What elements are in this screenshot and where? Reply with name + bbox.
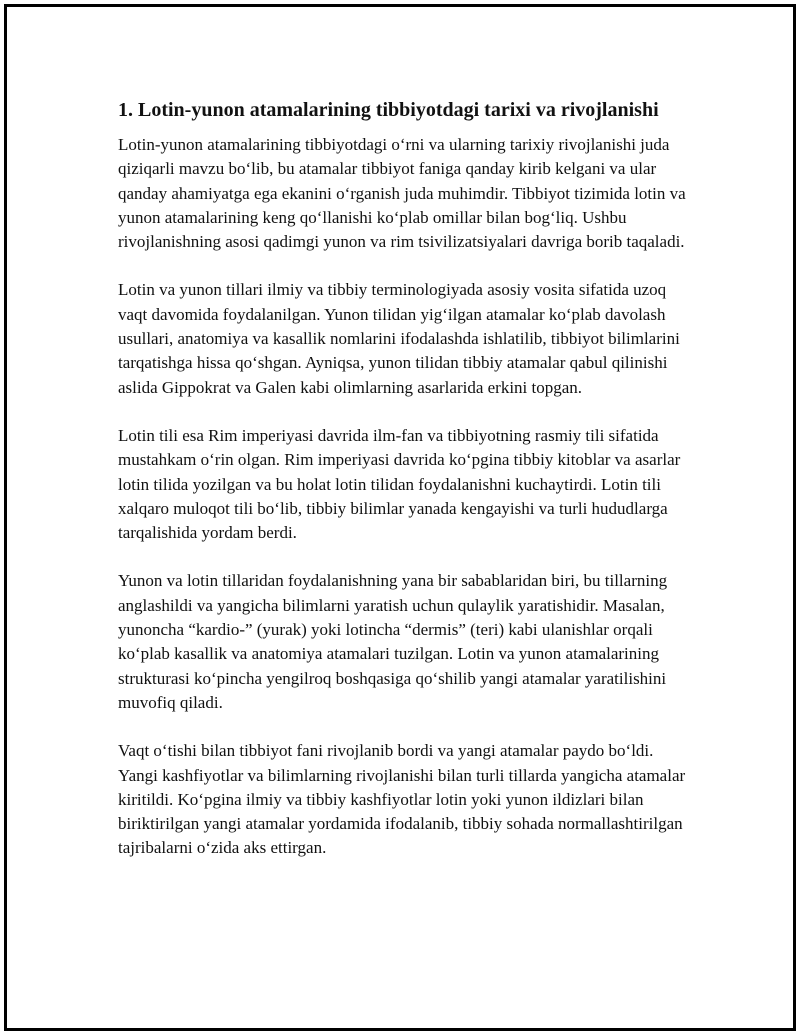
paragraph-2: Lotin va yunon tillari ilmiy va tibbiy terminologiyada asosiy vosita sifatida uzoq vaqt davomida foydalanilgan. Yunon tilidan yig‘ilgan atamalar ko‘plab davolash usullari, anatomiya va kasallik nomlarini ifodalashda ishlatilib, tibbiyot bilimlarini tarqatishga hissa qo‘shgan. Ayniqsa, yunon tilidan tibbiy atamalar qabul qilinishi aslida Gippokrat va Galen kabi olimlarning asarlarida erkini topgan. [118, 280, 680, 397]
section-heading: 1. Lotin-yunon atamalarining tibbiyotdagi tarixi va rivojlanishi [118, 99, 659, 121]
paragraph-4: Yunon va lotin tillaridan foydalanishning yana bir sabablaridan biri, bu tillarning anglashildi va yangicha bilimlarni yaratish uchun qulaylik yaratishidir. Masalan, yunoncha “kardio-” (yurak) yoki lotincha “dermis” (teri) kabi ulanishlar orqali ko‘plab kasallik va anatomiya atamalari tuzilgan. Lotin va yunon atamalarining strukturasi ko‘pincha yengilroq boshqasiga qo‘shilib yangi atamalar yaratilishini muvofiq qiladi. [118, 571, 668, 712]
paragraph-3: Lotin tili esa Rim imperiyasi davrida ilm-fan va tibbiyotning rasmiy tili sifatida mustahkam o‘rin olgan. Rim imperiyasi davrida ko‘pgina tibbiy kitoblar va asarlar lotin tilida yozilgan va bu holat lotin tilidan foydalanishni kuchaytirdi. Lotin tili xalqaro muloqot tili bo‘lib, tibbiy bilimlar yanada kengayishi va turli hududlarga tarqalishida yordam berdi. [118, 425, 681, 543]
paragraph-1: Lotin-yunon atamalarining tibbiyotdagi o‘rni va ularning tarixiy rivojlanishi juda qiziqarli mavzu bo‘lib, bu atamalar tibbiyot faniga qanday kirib kelgani va ular qanday ahamiyatga ega ekanini o‘rganish juda muhimdir. Tibbiyot tizimida lotin va yunon atamalarining keng qo‘llanishi ko‘plab omillar bilan bog‘liq. Ushbu rivojlanishning asosi qadimgi yunon va rim tsivilizatsiyalari davriga borib taqaladi. [118, 135, 686, 252]
paragraph-5: Vaqt o‘tishi bilan tibbiyot fani rivojlanib bordi va yangi atamalar paydo bo‘ldi. Yangi kashfiyotlar va bilimlarning rivojlanishi bilan turli tillarda yangicha atamalar kiritildi. Ko‘pgina ilmiy va tibbiy kashfiyotlar lotin yoki yunon ildizlari bilan biriktirilgan yangi atamalar yordamida ifodalanib, tibbiy sohada normallashtirilgan tajribalarni o‘zida aks ettirgan. [118, 741, 686, 858]
document-body [118, 96, 688, 885]
